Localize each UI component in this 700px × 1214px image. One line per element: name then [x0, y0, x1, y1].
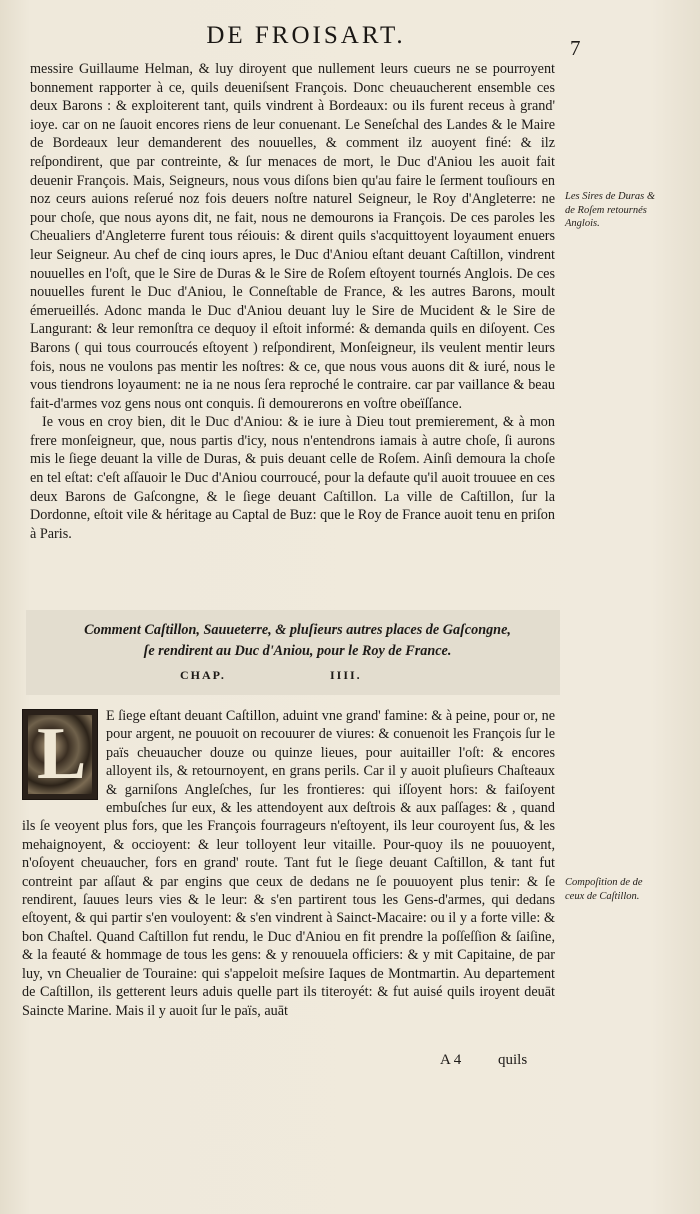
- chapter-number-line: [180, 668, 400, 683]
- chapter-title-line-1: Comment Caſtillon, Sauueterre, & pluſieurs autres places de Gaſcongne,: [84, 622, 511, 638]
- chapter-paragraph: E ſiege eſtant deuant Caſtillon, aduint vne grand' famine: & à peine, pour or, ne pour argent, ne pouuoit on recouurer de viures: & conuenoit les François ſur le païs cheuaucher douze ou quinze lieues, pour auitailler l'oſt: & encores alloyent ils, & retournoyent, en grans perils. Car il y auoit pluſieurs Chaſteaux & garniſons Angleſches, ſur les frontieres: qui iſſoyent hors: & faiſoyent embuſches ſur eux, & les attendoyent aux deſtrois & aux paſſages: & , quand ils ſe veoyent plus fors, que les François fourrageurs n'eſtoyent, ils leur couroyent ſus, & les mehaignoyent, & occioyent: & leur tolloyent leur vitaille. Pour-quoy ils ne pouuoyent, n'oſoyent cheuaucher, fors en grand' route. Tant fut le ſiege deuant Caſtillon, & tant fut contreint par aſſaut & par engins que ceux de dedans ne ſe pouuoyent plus tenir: & ſe rendirent, ſauues leurs vies & le leur: & s'en partirent tous les Gens-d'armes, qui dedans eſtoyent, & qui partir s'en vouloyent: & s'en vindrent à Sainct-Macaire: ou il y a forte ville: & bon Chaſtel. Quand Caſtillon fut rendu, le Duc d'Aniou en fit prendre la poſſeſſion & ſaiſine, & la feauté & hommage de tous les gens: & y renouuela officiers: & y mit Capitaine, de par luy, vn Cheualier de Touraine: qui s'appeloit meſsire Iaques de Montmartin. Au departement de Caſtillon, ils getterent leurs aduis quelle part ils titeroyét: & fut auisé quils iroyent deuāt Saincte Marine. Mais il y auoit ſur le païs, auāt: [22, 708, 555, 1019]
- catchword: quils: [498, 1052, 528, 1068]
- margin-note-duras: Les Sires de Duras & de Roſem retournés Anglois.: [565, 191, 656, 229]
- chapter-text-block: [22, 707, 555, 1020]
- chapter-title: [40, 620, 555, 662]
- folio-number: 7: [570, 36, 581, 60]
- running-head: DE FROISART.: [206, 22, 406, 49]
- signature-mark: A 4: [440, 1052, 462, 1068]
- chapter-number: IIII.: [330, 668, 362, 682]
- chapter-label: CHAP.: [180, 668, 226, 682]
- margin-note-castillon: Compoſition de de ceux de Caſtillon.: [565, 877, 643, 902]
- decorated-initial: [22, 709, 98, 800]
- paragraph-2: Ie vous en croy bien, dit le Duc d'Aniou: & ie iure à Dieu tout premierement, & à mon frere monſeigneur, que, nous partis d'icy, nous n'entendrons iamais à autre choſe, ſi aurons mis le ſiege deuant la ville de Duras, & puis deuant celle de Roſem. Ainſi demoura la choſe en tel eſtat: c'eſt aſſauoir le Duc d'Aniou courroucé, pour la defaute qu'il auoit trouuee en ces deux Barons de Gaſcongne, & le ſiege deuant Caſtillon. La ville de Caſtillon, ſur la Dordonne, eſtoit vile & héritage au Captal de Buz: que le Roy de France auoit tenu en priſon à Paris.: [30, 414, 555, 542]
- main-text-block: [30, 60, 555, 543]
- paragraph-1: messire Guillaume Helman, & luy diroyent que nullement leurs cueurs ne se pourroyent bonnement rapporter à ce, quils deueniſsent François. Donc cheuaucherent ensemble ces deux Barons : & exploiterent tant, quils vindrent à Bordeaux: ou ils furent receus à grand' ioye. car on ne ſauoit encores riens de leur conuenant. Le Seneſchal des Landes & le Maire de Bordeaux leur demanderent des nouuelles, & comment ilz auoyent finé: & ilz reſpondirent, que par contreinte, & ſur menaces de mort, le Duc d'Aniou les auoit fait deuenir François. Mais, Seigneurs, nous vous diſons bien qu'au faire le ſerment touſiours en noz ceurs auions reſerué noz fois deuers noſtre naturel Seigneur, le Roy d'Angleterre: ne pour choſe, que nous ayons dit, ne fait, nous ne demourons ia François. De ces paroles les Cheualiers d'Angleterre furent tous réiouis: & dirent quils s'acquittoyent loyaument enuers leur Seigneur. Au chef de cinq iours apres, le Duc d'Aniou eſtant deuant Caſtillon, vindrent nouuelles en l'oſt, que le Sire de Duras & le Sire de Roſem eſtoyent tournés Anglois. De ces nouuelles furent le Duc d'Aniou, le Conneſtable de France, & les autres Barons, moult émerueillés. Adonc manda le Duc d'Aniou deuant luy le Sire de Mucident & le Sire de Langurant: & leur remonſtra ce dequoy il eſtoit informé: & demanda quils en diſoyent. Ces Barons ( qui tous courroucés eſtoyent ) reſpondirent, Monſeigneur, ils veulent mentir leurs fois, nous ne voulons pas mentir les noſtres: & ce, que nous vous auons dit & iuré, nous le vous tiendrons loyaument: ne ia ne nous ſera reproché le contraire. car par vaillance & beau fait-d'armes voz gens nous ont conquis. ſi demourerons en voſtre obeïſſance.: [30, 61, 555, 412]
- chapter-title-line-2: ſe rendirent au Duc d'Aniou, pour le Roy de France.: [143, 643, 452, 659]
- initial-letter: L: [37, 713, 87, 795]
- page-header: [0, 22, 700, 56]
